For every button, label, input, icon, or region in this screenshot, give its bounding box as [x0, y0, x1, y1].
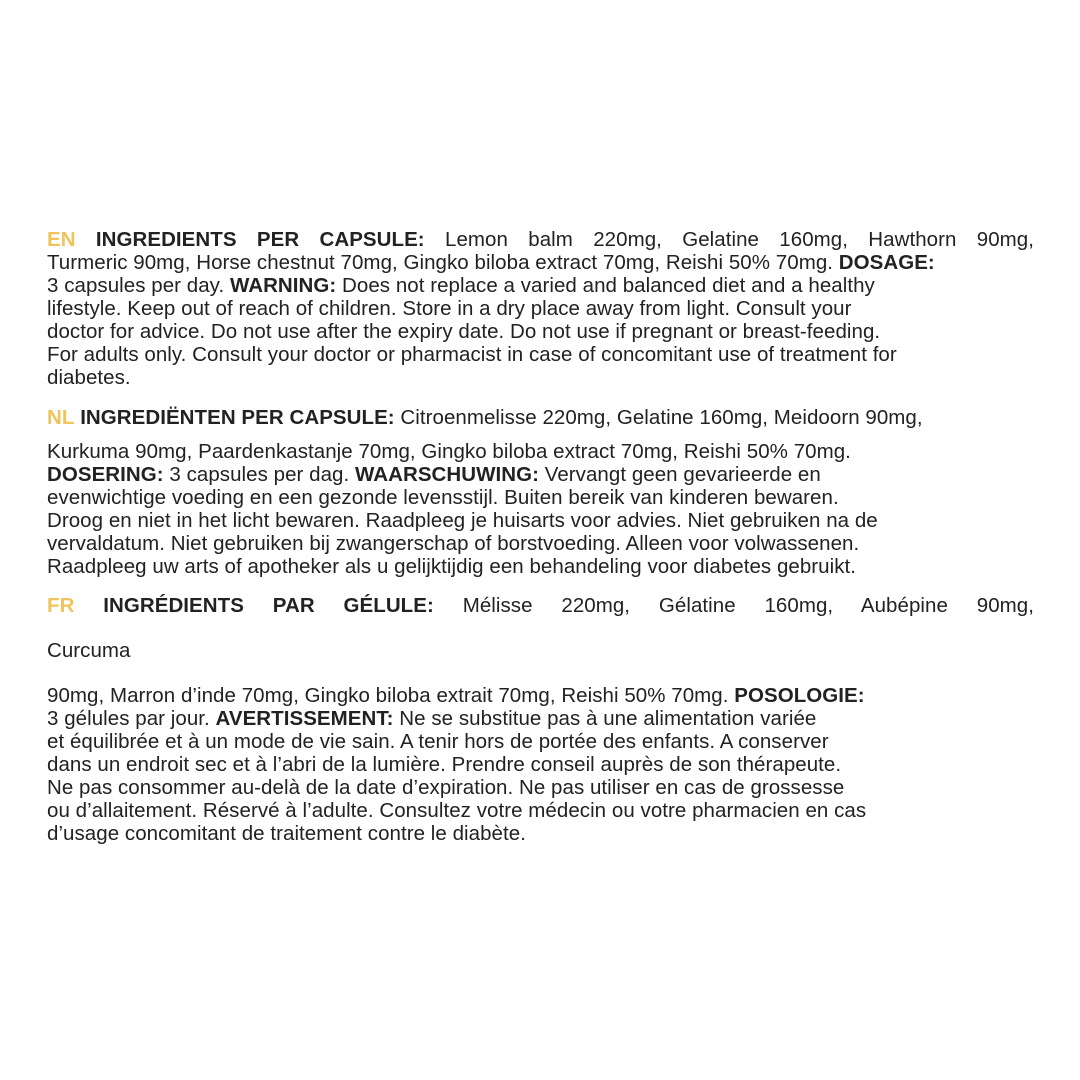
fr-warning-line-4: Ne pas consommer au-delà de la date d’expiration. Ne pas utiliser en cas de grossesse [47, 776, 845, 799]
en-warning-line-5: diabetes. [47, 366, 131, 389]
fr-warning-line-1: Ne se substitue pas à une alimentation variée [399, 707, 817, 730]
en-ingredients-line-2 [47, 251, 1034, 274]
lang-code-fr: FR [47, 594, 75, 617]
fr-dosage-text: 3 gélules par jour. [47, 707, 210, 730]
nl-warning-line-4: vervaldatum. Niet gebruiken bij zwangerschap of borstvoeding. Alleen voor volwassenen. [47, 532, 860, 555]
fr-warning-line-6: d’usage concomitant de traitement contre le diabète. [47, 822, 526, 845]
nl-ingredients-text: Citroenmelisse 220mg, Gelatine 160mg, Meidoorn 90mg, [400, 406, 923, 429]
nl-warning-line-3: Droog en niet in het licht bewaren. Raadpleeg je huisarts voor advies. Niet gebruiken na de [47, 509, 878, 532]
fr-dosage-label: POSOLOGIE: [734, 684, 865, 707]
nl-dosage-label: DOSERING: [47, 463, 164, 486]
nl-ingredients-line-2: Kurkuma 90mg, Paardenkastanje 70mg, Gingko biloba extract 70mg, Reishi 50% 70mg. [47, 440, 851, 463]
section-en [47, 228, 1034, 389]
fr-ingredients-text: Mélisse 220mg, Gélatine 160mg, Aubépine 90mg, [462, 594, 1034, 617]
fr-warning-line-2: et équilibrée et à un mode de vie sain. A tenir hors de portée des enfants. A conserver [47, 730, 829, 753]
fr-ingredients-label: INGRÉDIENTS PAR GÉLULE: [103, 594, 434, 617]
fr-ingredients-line [47, 594, 1034, 617]
lang-code-nl: NL [47, 406, 75, 429]
en-warning-line-4: For adults only. Consult your doctor or pharmacist in case of concomitant use of treatment for [47, 343, 897, 366]
en-ingredients-label: INGREDIENTS PER CAPSULE: [95, 228, 425, 251]
section-fr [47, 594, 1034, 845]
en-ingredients-text: Lemon balm 220mg, Gelatine 160mg, Hawthorn 90mg, [445, 228, 1034, 251]
fr-warning-label: AVERTISSEMENT: [215, 707, 394, 730]
nl-warning-line-2: evenwichtige voeding en een gezonde levensstijl. Buiten bereik van kinderen bewaren. [47, 486, 839, 509]
en-warning-label: WARNING: [229, 274, 337, 297]
en-warning-line-2: lifestyle. Keep out of reach of children. Store in a dry place away from light. Consult your [47, 297, 852, 320]
en-ingredients-text-2: Turmeric 90mg, Horse chestnut 70mg, Gingko biloba extract 70mg, Reishi 50% 70mg. [47, 251, 834, 274]
en-warning-line-3: doctor for advice. Do not use after the expiry date. Do not use if pregnant or breast-feeding. [47, 320, 881, 343]
fr-warning-line-3: dans un endroit sec et à l’abri de la lumière. Prendre conseil auprès de son thérapeute. [47, 753, 842, 776]
nl-warning-line-1: Vervangt geen gevarieerde en [544, 463, 821, 486]
nl-ingredients-label: INGREDIËNTEN PER CAPSULE: [80, 406, 395, 429]
en-warning-line-1: Does not replace a varied and balanced diet and a healthy [342, 274, 875, 297]
en-dosage-text: 3 capsules per day. [47, 274, 225, 297]
fr-ingredients-text-3: 90mg, Marron d’inde 70mg, Gingko biloba extrait 70mg, Reishi 50% 70mg. [47, 684, 729, 707]
nl-warning-line-5: Raadpleeg uw arts of apotheker als u gelijktijdig een behandeling voor diabetes gebruikt. [47, 555, 857, 578]
supplement-label-text [47, 228, 1034, 845]
fr-ingredients-line-3 [47, 684, 1034, 707]
fr-dosage-line [47, 707, 1034, 730]
nl-dosage-line [47, 463, 1034, 486]
fr-ingredients-line-2: Curcuma [47, 639, 131, 662]
en-dosage-line [47, 274, 1034, 297]
nl-warning-label: WAARSCHUWING: [355, 463, 539, 486]
fr-warning-line-5: ou d’allaitement. Réservé à l’adulte. Consultez votre médecin ou votre pharmacien en cas [47, 799, 867, 822]
en-ingredients-line [47, 228, 1034, 251]
lang-code-en: EN [47, 228, 76, 251]
nl-ingredients-line [47, 406, 1034, 429]
en-dosage-label: DOSAGE: [838, 251, 935, 274]
nl-dosage-text: 3 capsules per dag. [169, 463, 350, 486]
section-nl [47, 406, 1034, 578]
